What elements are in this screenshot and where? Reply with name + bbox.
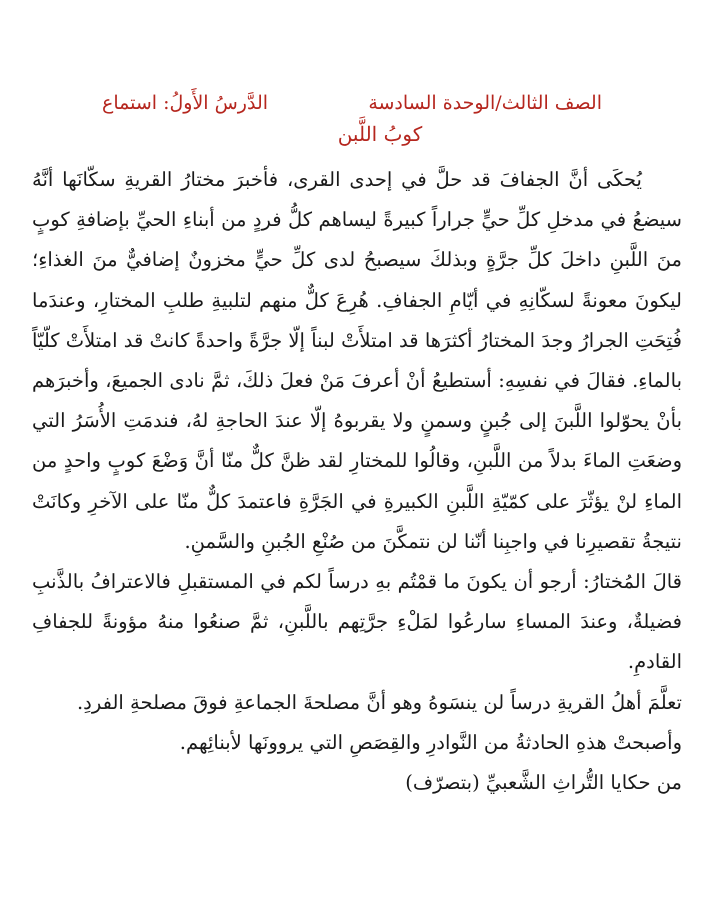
lesson-label: الدَّرسُ الأَولُ: استماع bbox=[102, 92, 269, 114]
story-body bbox=[32, 160, 682, 803]
story-paragraph-2: قالَ المُختارُ: أرجو أن يكونَ ما قمْتُم بهِ درساً لكم في المستقبلِ فالاعترافُ بالذَّنبِ فضيلةٌ، وعندَ المساءِ سارعُوا لمَلْءِ جرَّتِهم باللَّبنِ، ثمَّ صنعُوا منهُ مؤونةً للجفافِ القادمِ. bbox=[32, 570, 682, 674]
story-source: من حكايا التُّراثِ الشَّعبيِّ (بتصرّف) bbox=[405, 771, 682, 795]
story-paragraph-4: وأصبحتْ هذهِ الحادثةُ من النَّوادرِ والقِصَصِ التي يروونَها لأبنائِهم. bbox=[179, 730, 682, 754]
story-title: كوبُ اللَّبن bbox=[337, 122, 423, 146]
story-paragraph-3: تعلَّمَ أهلُ القريةِ درساً لن ينسَوهُ وهو أنَّ مصلحةَ الجماعةِ فوقَ مصلحةِ الفردِ. bbox=[76, 690, 682, 714]
story-paragraph-1: يُحكَى أنَّ الجفافَ قد حلَّ في إحدى القرى، فأخبرَ مختارُ القريةِ سكّانَها أنَّهُ سيضعُ في مدخلِ كلِّ حيٍّ جراراً كبيرةً ليساهم كلُّ فردٍ من أبناءِ الحيِّ بإضافةِ كوبٍ منَ اللَّبنِ داخلَ كلِّ جرَّةٍ وبذلكَ سيصبحُ لدى كلِّ حيٍّ مخزونٌ إضافيٌّ منَ الغذاءِ؛ ليكونَ معونةً لسكّانِهِ في أيّامِ الجفافِ. هُرِعَ كلٌّ منهم لتلبيةِ طلبِ المختارِ، وعندَما فُتِحَتِ الجرارُ وجدَ المختارُ أكثرَها قد امتلأَتْ لبناً إلّا جرَّةً واحدةً كانتْ قد امتلأَتْ كلّيّاً بالماءِ. فقالَ في نفسِهِ: أستطيعُ أنْ أعرفَ مَنْ فعلَ ذلكَ، ثمَّ نادى الجميعَ، وأخبرَهم بأنْ يحوّلوا اللَّبنَ إلى جُبنٍ وسمنٍ ولا يقربوهُ إلّا عندَ الحاجةِ لهُ، فندمَتِ الأُسَرُ التي وضعَتِ الماءَ بدلاً من اللَّبنِ، وقالُوا للمختارِ لقد ظنَّ كلٌّ منّا أنَّ وَضْعَ كوبٍ واحدٍ من الماءِ لنْ يؤثّرَ على كمّيّةِ اللَّبنِ الكبيرةِ في الجَرَّةِ فاعتمدَ كلٌّ منّا على الآخرِ وكانَتْ نتيجةُ تقصيرِنا في واجبِنا أنّنا لن نتمكَّنَ من صُنْعِ الجُبنِ والسَّمنِ. bbox=[32, 168, 682, 553]
class-unit-label: الصف الثالث/الوحدة السادسة bbox=[368, 92, 602, 114]
lesson-header bbox=[102, 88, 602, 118]
